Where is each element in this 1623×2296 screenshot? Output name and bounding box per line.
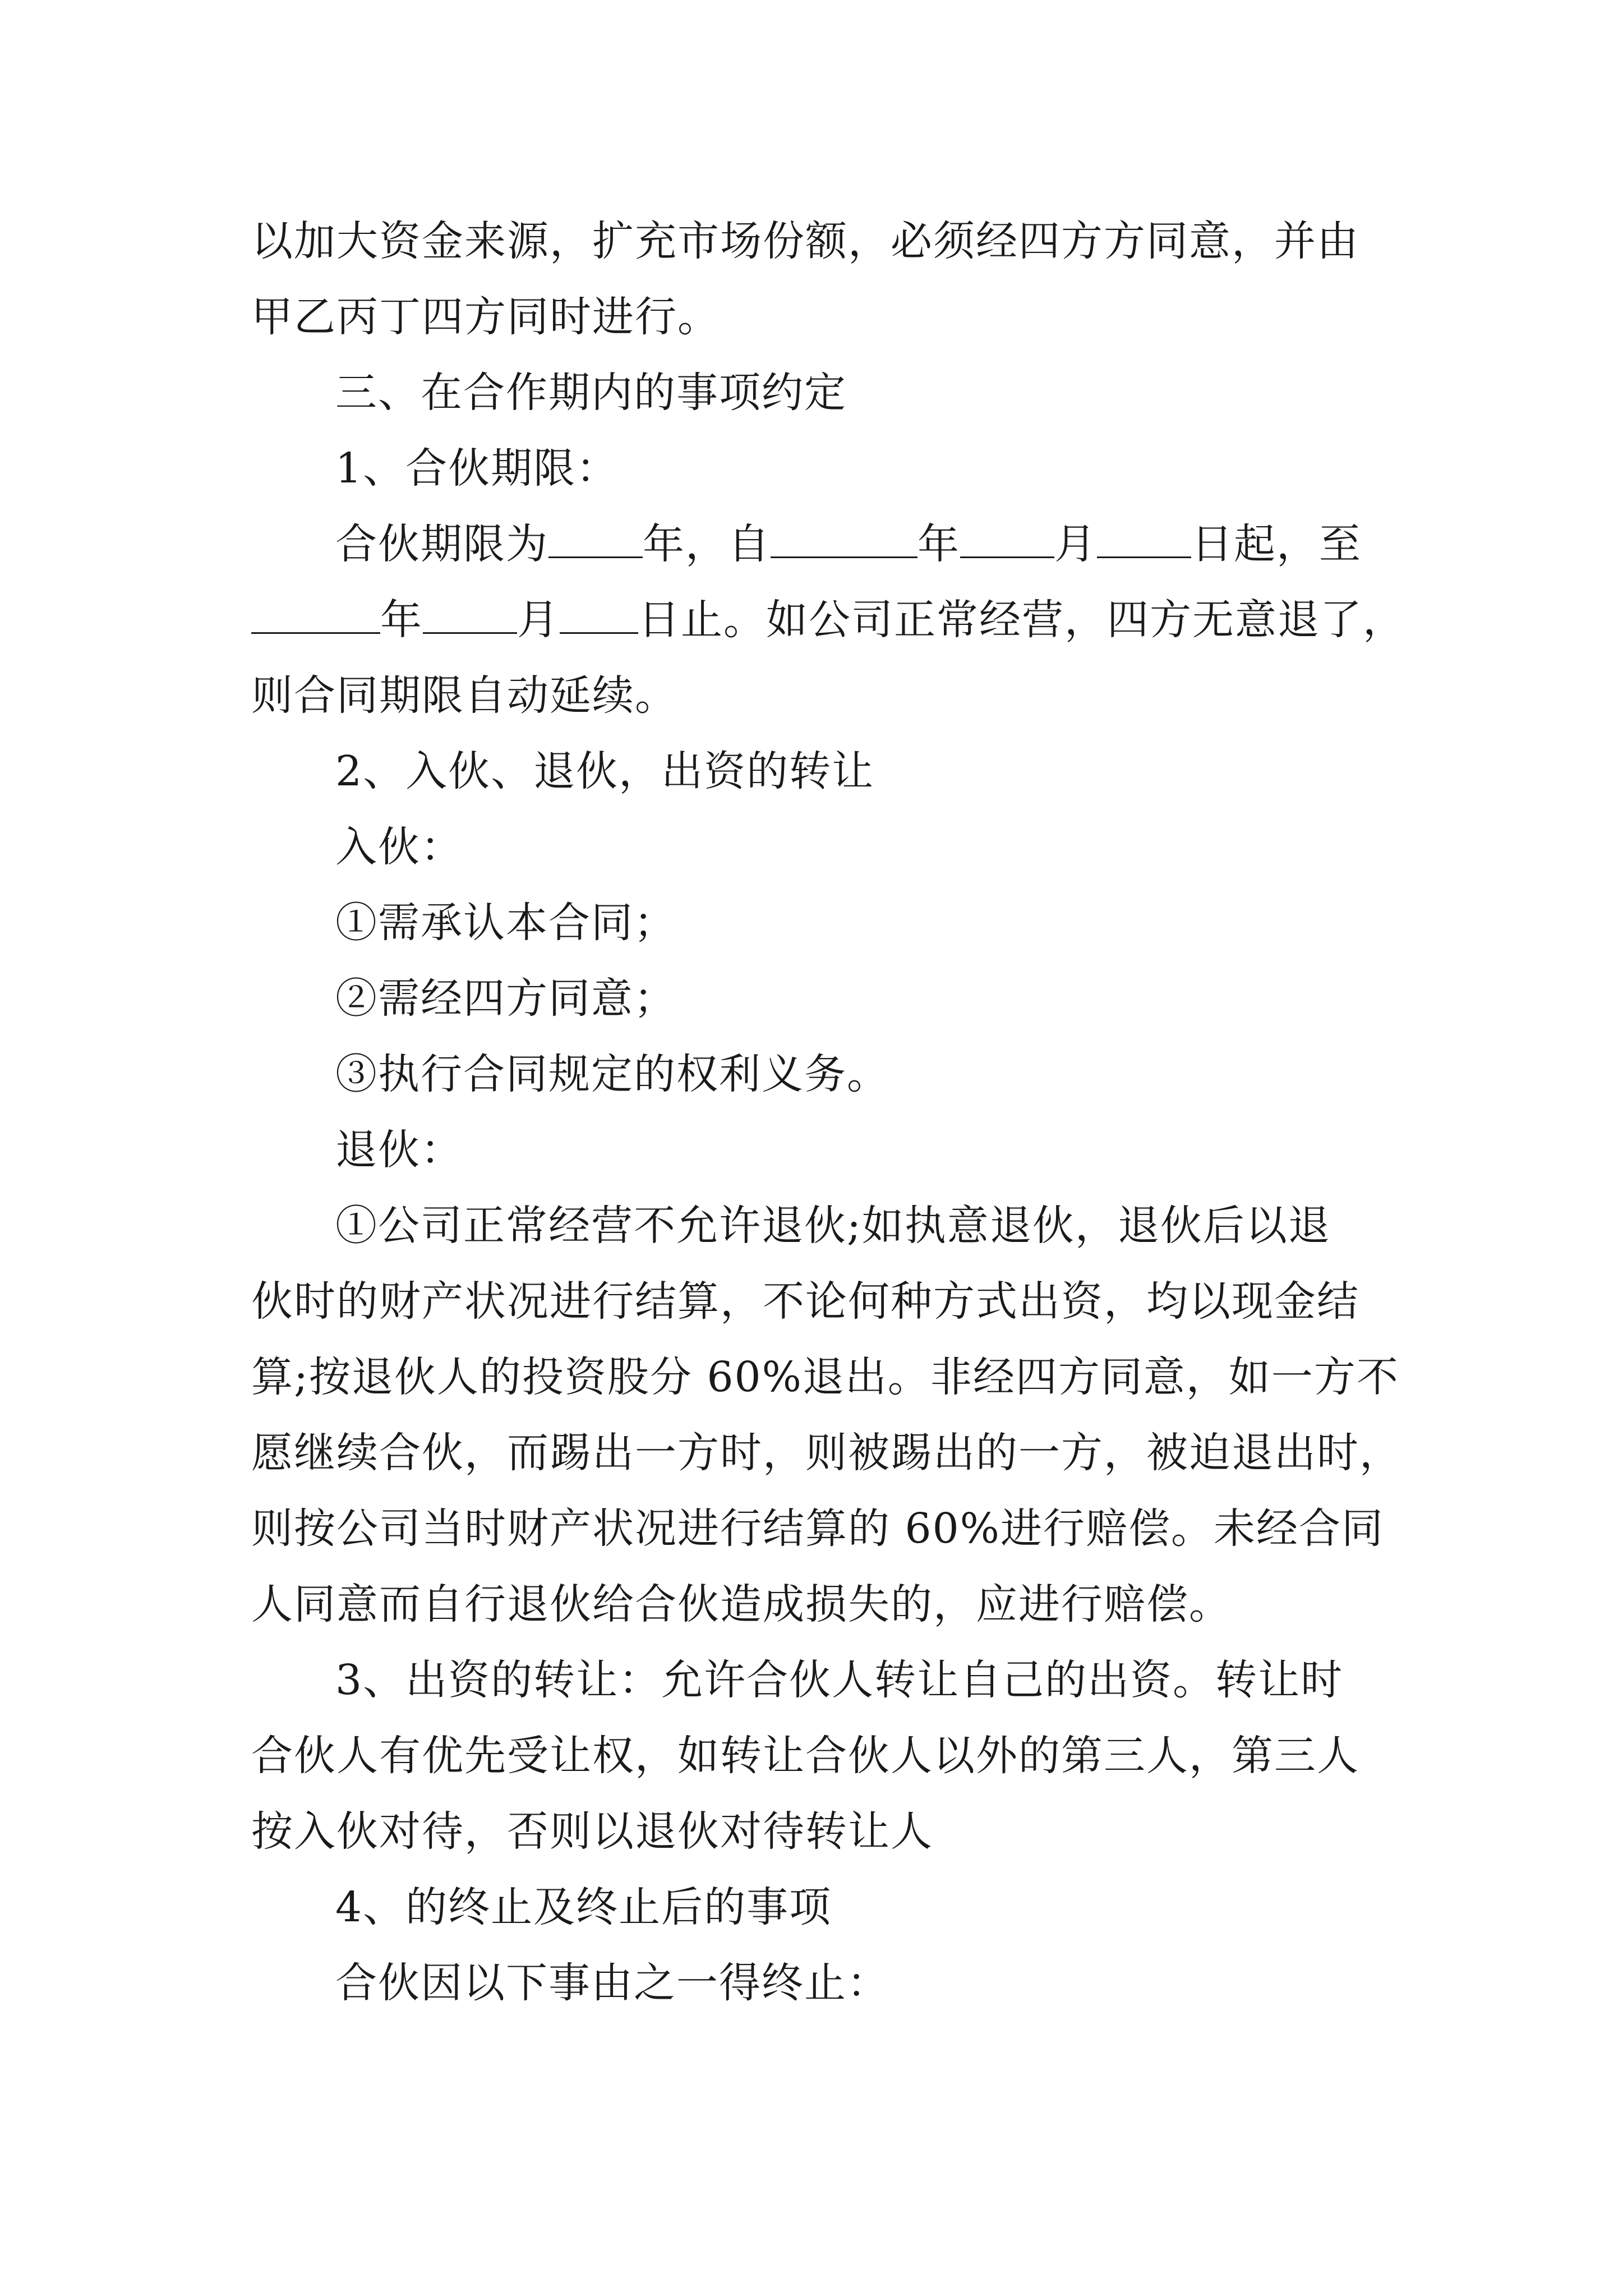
paragraph-line: 合伙人有优先受让权，如转让合伙人以外的第三人，第三人 (251, 1732, 1359, 1780)
paragraph-line: 人同意而自行退伙给合伙造成损失的，应进行赔偿。 (251, 1580, 1232, 1628)
paragraph-line: 以加大资金来源，扩充市场份额，必须经四方方同意，并由 (251, 217, 1359, 265)
clause-heading: 2、入伙、退伙，出资的转让 (335, 747, 875, 795)
clause-heading: 4、的终止及终止后的事项 (335, 1883, 832, 1931)
section-heading: 三、在合作期内的事项约定 (335, 369, 847, 417)
fill-blank-end-month[interactable] (423, 594, 517, 634)
fill-blank-years[interactable] (548, 518, 643, 558)
term-text: 月 (517, 596, 560, 644)
list-item: ②需经四方同意； (335, 974, 676, 1023)
term-line (251, 592, 1405, 648)
paragraph-line: 则合同期限自动延续。 (251, 671, 677, 720)
term-text: 合伙期限为 (335, 520, 548, 568)
paragraph-line: 愿继续合伙，而踢出一方时，则被踢出的一方，被迫退出时， (251, 1429, 1402, 1477)
fill-blank-start-year[interactable] (771, 518, 917, 558)
fill-blank-start-month[interactable] (960, 518, 1054, 558)
term-text: 年 (380, 596, 423, 644)
fill-blank-end-year[interactable] (251, 594, 380, 634)
paragraph-line: 算;按退伙人的投资股分 60%退出。非经四方同意，如一方不 (251, 1353, 1399, 1401)
term-text: 日止。如公司正常经营，四方无意退了， (638, 596, 1405, 644)
list-item: ①需承认本合同； (335, 899, 676, 947)
paragraph-line: 甲乙丙丁四方同时进行。 (251, 293, 720, 341)
term-text: 年 (917, 520, 960, 568)
fill-blank-end-day[interactable] (560, 594, 638, 634)
fill-blank-start-day[interactable] (1097, 518, 1191, 558)
paragraph-line: 则按公司当时财产状况进行结算的 60%进行赔偿。未经合同 (251, 1504, 1384, 1553)
paragraph-line: 按入伙对待，否则以退伙对待转让人 (251, 1807, 933, 1856)
term-text: 日起，至 (1191, 520, 1362, 568)
term-line (335, 516, 1362, 572)
paragraph-line: 3、出资的转让：允许合伙人转让自己的出资。转让时 (335, 1656, 1344, 1704)
sub-heading: 入伙： (335, 823, 463, 871)
term-text: 年，自 (643, 520, 771, 568)
paragraph-line: 合伙因以下事由之一得终止： (335, 1959, 889, 2007)
list-item: ③执行合同规定的权利义务。 (335, 1050, 889, 1098)
clause-heading: 1、合伙期限： (335, 444, 619, 493)
term-text: 月 (1054, 520, 1097, 568)
sub-heading: 退伙： (335, 1126, 463, 1174)
paragraph-line: 伙时的财产状况进行结算，不论何种方式出资，均以现金结 (251, 1277, 1359, 1326)
paragraph-line: ①公司正常经营不允许退伙;如执意退伙，退伙后以退 (335, 1202, 1331, 1250)
